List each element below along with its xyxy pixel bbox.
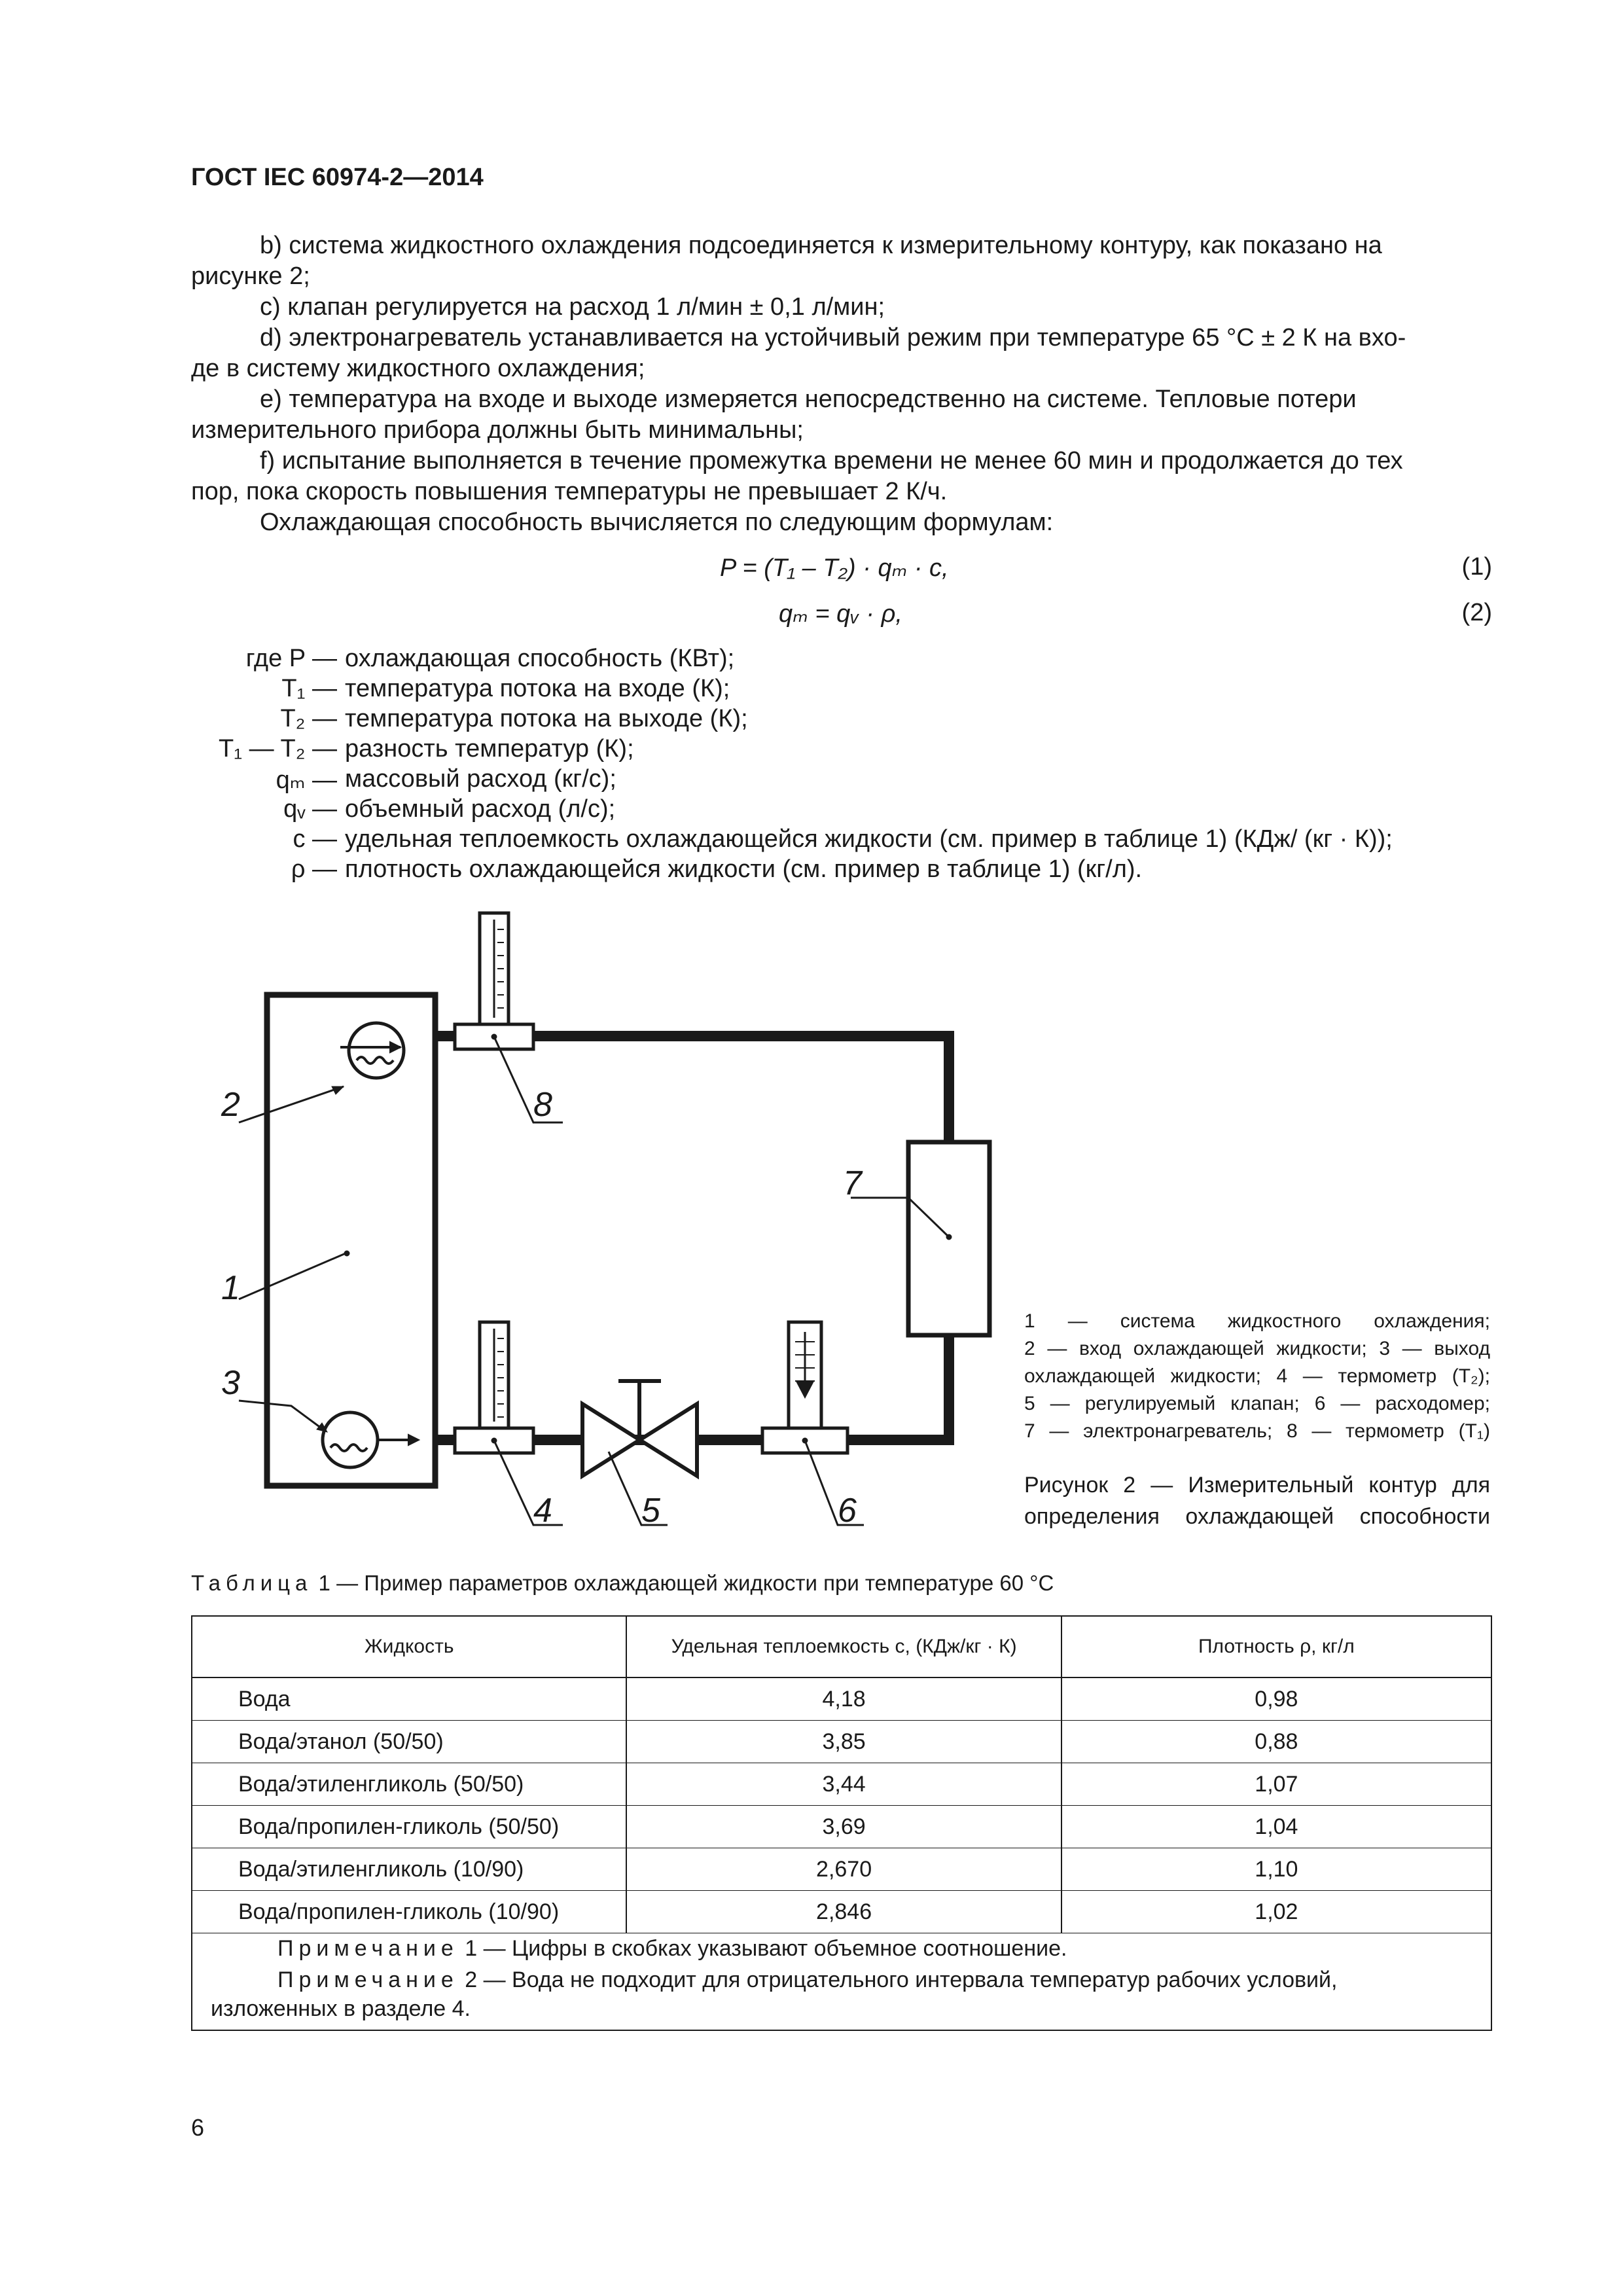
note-1 — [277, 1936, 1067, 1962]
caption-line1: Рисунок 2 — Измерительный контур для — [1024, 1473, 1490, 1498]
inlet-circle — [349, 1023, 404, 1078]
table-row — [192, 1721, 1491, 1763]
legend-line: 1 — система жидкостного охлаждения; — [1024, 1310, 1490, 1332]
cell-liquid: Вода/пропилен-гликоль (10/90) — [192, 1891, 626, 1933]
def-term: c — — [293, 825, 337, 853]
diagram-label-8: 8 — [533, 1086, 552, 1124]
formula-1-number: (1) — [1461, 553, 1492, 581]
table-title-prefix: Таблица — [191, 1571, 313, 1595]
def-desc: температура потока на входе (К); — [345, 675, 730, 702]
note-2 — [277, 1967, 1337, 1993]
note-prefix: Примечание — [277, 1967, 459, 1992]
cell-heat-capacity: 4,18 — [626, 1677, 1061, 1721]
legend-line: охлаждающей жидкости; 4 — термометр (T₂); — [1024, 1365, 1490, 1387]
def-term: ρ — — [291, 855, 337, 883]
legend-line: 7 — электронагреватель; 8 — термометр (T₁) — [1024, 1420, 1490, 1442]
formula-2-number: (2) — [1461, 599, 1492, 626]
figure-legend — [1024, 1308, 1490, 1445]
cell-density: 0,98 — [1061, 1677, 1491, 1721]
para-b-line2: рисунке 2; — [191, 262, 310, 290]
table-row — [192, 1763, 1491, 1806]
def-term: T₁ — — [281, 675, 337, 702]
diagram-label-3: 3 — [221, 1364, 240, 1402]
para-b-line1: b) система жидкостного охлаждения подсоединяется к измерительному контуру, как показано на — [260, 232, 1382, 259]
def-term: T₂ — — [280, 705, 337, 732]
legend-line: 2 — вход охлаждающей жидкости; 3 — выход — [1024, 1338, 1490, 1359]
def-desc: удельная теплоемкость охлаждающейся жидкости (см. пример в таблице 1) (КДж/ (кг · К)); — [345, 825, 1393, 853]
para-d-line2: де в систему жидкостного охлаждения; — [191, 355, 645, 382]
table-row — [192, 1677, 1491, 1721]
diagram-label-1: 1 — [221, 1269, 240, 1307]
formulas-intro: Охлаждающая способность вычисляется по следующим формулам: — [260, 509, 1054, 536]
cell-liquid: Вода/этиленгликоль (50/50) — [192, 1763, 626, 1806]
para-e-line2: измерительного прибора должны быть минимальны; — [191, 416, 804, 444]
table-header: Удельная теплоемкость c, (КДж/кг · К) — [626, 1616, 1061, 1677]
def-desc: охлаждающая способность (КВт); — [345, 645, 735, 672]
table-row — [192, 1806, 1491, 1848]
def-desc: массовый расход (кг/с); — [345, 765, 616, 793]
pipe-top — [435, 1036, 949, 1142]
diagram-label-5: 5 — [641, 1492, 660, 1530]
def-desc: температура потока на выходе (К); — [345, 705, 748, 732]
diagram-label-2: 2 — [221, 1086, 240, 1124]
cell-density: 1,02 — [1061, 1891, 1491, 1933]
para-e-line1: e) температура на входе и выходе измеряется непосредственно на системе. Тепловые потери — [260, 386, 1357, 413]
para-c: c) клапан регулируется на расход 1 л/мин ± 0,1 л/мин; — [260, 293, 885, 321]
table-title — [191, 1571, 1054, 1596]
def-term: qᵥ — — [283, 795, 337, 823]
def-desc: объемный расход (л/с); — [345, 795, 616, 823]
cell-heat-capacity: 3,85 — [626, 1721, 1061, 1763]
formula-2: qₘ = qᵥ · ρ, — [779, 600, 902, 628]
def-desc: разность температур (К); — [345, 735, 634, 762]
def-term: T₁ — T₂ — — [219, 735, 337, 762]
formula-1: P = (T₁ – T₂) · qₘ · c, — [720, 554, 949, 582]
table-header: Плотность ρ, кг/л — [1061, 1616, 1491, 1677]
cell-density: 1,04 — [1061, 1806, 1491, 1848]
page-number: 6 — [191, 2114, 205, 2141]
legend-line: 5 — регулируемый клапан; 6 — расходомер; — [1024, 1393, 1490, 1414]
diagram-label-7: 7 — [843, 1164, 862, 1202]
diagram-label-6: 6 — [838, 1492, 857, 1530]
cell-heat-capacity: 3,44 — [626, 1763, 1061, 1806]
cell-heat-capacity: 3,69 — [626, 1806, 1061, 1848]
figure-caption — [1024, 1469, 1490, 1532]
note-prefix: Примечание — [277, 1936, 459, 1961]
diagram-label-4: 4 — [533, 1492, 552, 1530]
document-header: ГОСТ IEC 60974-2—2014 — [191, 164, 484, 191]
note-text: 1 — Цифры в скобках указывают объемное соотношение. — [458, 1936, 1067, 1961]
cell-density: 1,07 — [1061, 1763, 1491, 1806]
table-row — [192, 1848, 1491, 1891]
table-notes — [191, 1923, 1492, 2031]
para-f-line2: пор, пока скорость повышения температуры не превышает 2 К/ч. — [191, 478, 948, 505]
cell-liquid: Вода — [192, 1677, 626, 1721]
cell-liquid: Вода/пропилен-гликоль (50/50) — [192, 1806, 626, 1848]
def-term: qₘ — — [276, 766, 337, 794]
measurement-circuit-diagram — [0, 903, 1021, 1545]
def-term: где P — — [245, 645, 337, 672]
para-d-line1: d) электронагреватель устанавливается на устойчивый режим при температуре 65 °C ± 2 К на вхо- — [260, 324, 1406, 351]
cell-heat-capacity: 2,670 — [626, 1848, 1061, 1891]
cell-density: 1,10 — [1061, 1848, 1491, 1891]
coolant-parameters-table — [191, 1615, 1492, 1933]
caption-line2: определения охлаждающей способности — [1024, 1504, 1490, 1529]
table-title-rest: 1 — Пример параметров охлаждающей жидкости при температуре 60 °C — [312, 1571, 1054, 1595]
cell-density: 0,88 — [1061, 1721, 1491, 1763]
note-text: 2 — Вода не подходит для отрицательного интервала температур рабочих условий, — [458, 1967, 1338, 1992]
def-desc: плотность охлаждающейся жидкости (см. пример в таблице 1) (кг/л). — [345, 855, 1143, 883]
outlet-circle — [323, 1412, 378, 1467]
para-f-line1: f) испытание выполняется в течение промежутка времени не менее 60 мин и продолжается до тех — [260, 447, 1403, 475]
cell-heat-capacity: 2,846 — [626, 1891, 1061, 1933]
cell-liquid: Вода/этиленгликоль (10/90) — [192, 1848, 626, 1891]
note-2-continuation: изложенных в разделе 4. — [211, 1996, 471, 2021]
table-header: Жидкость — [192, 1616, 626, 1677]
cell-liquid: Вода/этанол (50/50) — [192, 1721, 626, 1763]
